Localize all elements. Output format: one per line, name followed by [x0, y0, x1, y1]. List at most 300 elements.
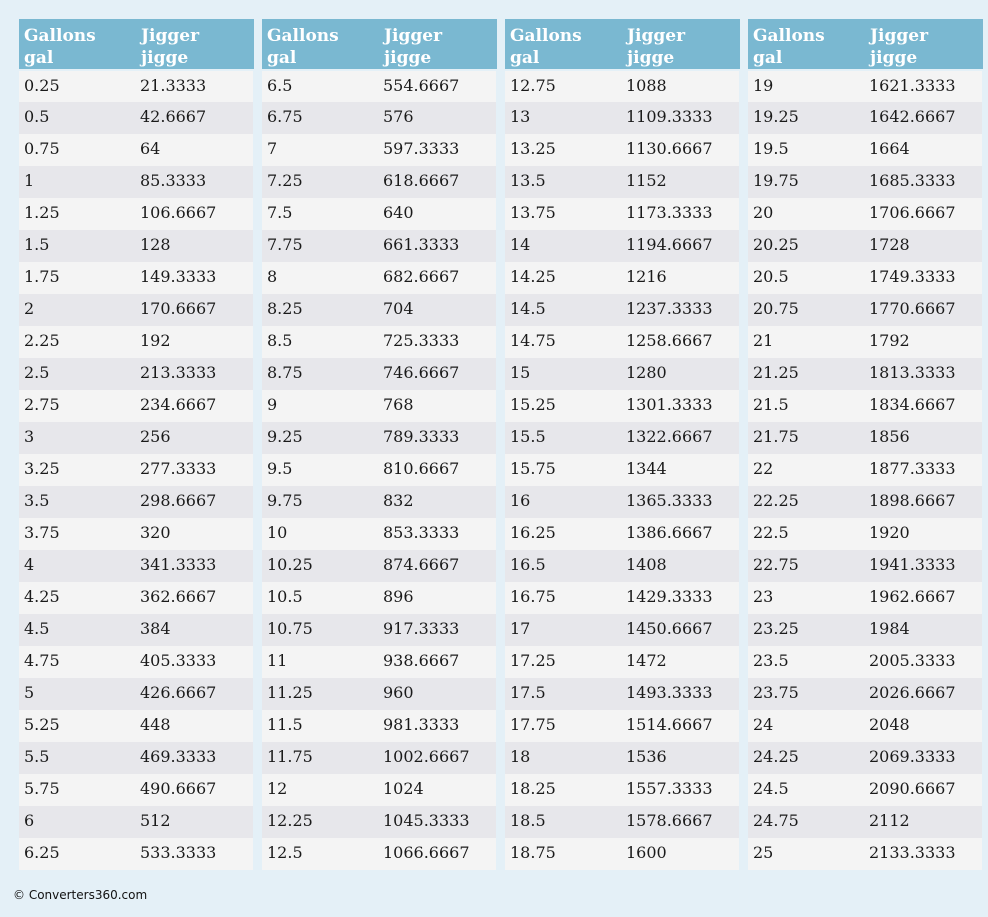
table-body: [19, 70, 253, 870]
table-row: [262, 70, 496, 102]
table-row: [262, 198, 496, 230]
table-row: [505, 102, 739, 134]
table-row: [262, 134, 496, 166]
table-row: [262, 550, 496, 582]
table-row: [19, 710, 253, 742]
table-row: [262, 422, 496, 454]
gallons-cell: 6: [19, 806, 135, 838]
table-body: [748, 70, 982, 870]
jigger-cell: 896: [378, 582, 496, 614]
jigger-cell: 2090.6667: [864, 774, 982, 806]
gallons-cell: 2: [19, 294, 135, 326]
table-row: [748, 230, 982, 262]
jigger-cell: 1920: [864, 518, 982, 550]
jigger-cell: 1685.3333: [864, 166, 982, 198]
gallons-cell: 15: [505, 358, 621, 390]
table-row: [262, 742, 496, 774]
gallons-cell: 16.75: [505, 582, 621, 614]
jigger-cell: 234.6667: [135, 390, 253, 422]
table-row: [19, 358, 253, 390]
jigger-cell: 1066.6667: [378, 838, 496, 870]
jigger-cell: 853.3333: [378, 518, 496, 550]
jigger-cell: 362.6667: [135, 582, 253, 614]
table-row: [505, 646, 739, 678]
jigger-cell: 106.6667: [135, 198, 253, 230]
gallons-cell: 0.75: [19, 134, 135, 166]
table-row: [748, 198, 982, 230]
gallons-cell: 11.25: [262, 678, 378, 710]
jigger-cell: 1834.6667: [864, 390, 982, 422]
jigger-cell: 576: [378, 102, 496, 134]
table-row: [748, 166, 982, 198]
jigger-cell: 1408: [621, 550, 739, 582]
jigger-cell: 1429.3333: [621, 582, 739, 614]
table-row: [748, 326, 982, 358]
table-row: [505, 390, 739, 422]
table-row: [19, 262, 253, 294]
table-row: [505, 742, 739, 774]
gallons-cell: 7: [262, 134, 378, 166]
table-row: [262, 838, 496, 870]
table-row: [19, 198, 253, 230]
gallons-cell: 12: [262, 774, 378, 806]
gallons-cell: 19.5: [748, 134, 864, 166]
jigger-cell: 1984: [864, 614, 982, 646]
table-row: [262, 326, 496, 358]
table-row: [19, 774, 253, 806]
gallons-cell: 21.25: [748, 358, 864, 390]
table-row: [505, 710, 739, 742]
gallons-cell: 20.75: [748, 294, 864, 326]
jigger-cell: 320: [135, 518, 253, 550]
gallons-cell: 22: [748, 454, 864, 486]
copyright-footer: © Converters360.com: [13, 888, 148, 902]
gallons-cell: 3.5: [19, 486, 135, 518]
jigger-cell: 1600: [621, 838, 739, 870]
jigger-cell: 1493.3333: [621, 678, 739, 710]
jigger-cell: 1536: [621, 742, 739, 774]
table-row: [19, 166, 253, 198]
jigger-cell: 1280: [621, 358, 739, 390]
table-row: [19, 294, 253, 326]
table-row: [748, 134, 982, 166]
jigger-cell: 1024: [378, 774, 496, 806]
gallons-cell: 10.75: [262, 614, 378, 646]
table-row: [748, 102, 982, 134]
jigger-cell: 960: [378, 678, 496, 710]
jigger-cell: 1344: [621, 454, 739, 486]
table-row: [748, 550, 982, 582]
conversion-tables: [19, 19, 983, 875]
jigger-cell: 2133.3333: [864, 838, 982, 870]
gallons-cell: 1.5: [19, 230, 135, 262]
gallons-cell: 23.75: [748, 678, 864, 710]
jigger-cell: 1322.6667: [621, 422, 739, 454]
gallons-cell: 23: [748, 582, 864, 614]
jigger-cell: 1962.6667: [864, 582, 982, 614]
table-row: [505, 678, 739, 710]
gallons-cell: 20: [748, 198, 864, 230]
jigger-cell: 192: [135, 326, 253, 358]
table-row: [505, 70, 739, 102]
gallons-cell: 9: [262, 390, 378, 422]
jigger-cell: 512: [135, 806, 253, 838]
table-row: [262, 262, 496, 294]
gallons-cell: 20.5: [748, 262, 864, 294]
table-row: [505, 614, 739, 646]
jigger-cell: 1813.3333: [864, 358, 982, 390]
table-row: [748, 582, 982, 614]
header-gallons: Gallons gal: [19, 19, 135, 70]
table-row: [19, 550, 253, 582]
jigger-cell: 874.6667: [378, 550, 496, 582]
table-row: [748, 422, 982, 454]
table-row: [19, 806, 253, 838]
jigger-cell: 85.3333: [135, 166, 253, 198]
gallons-cell: 22.5: [748, 518, 864, 550]
table-row: [748, 838, 982, 870]
gallons-cell: 16: [505, 486, 621, 518]
jigger-cell: 1194.6667: [621, 230, 739, 262]
jigger-cell: 170.6667: [135, 294, 253, 326]
jigger-cell: 1386.6667: [621, 518, 739, 550]
jigger-cell: 661.3333: [378, 230, 496, 262]
gallons-cell: 17: [505, 614, 621, 646]
gallons-cell: 24.75: [748, 806, 864, 838]
table-body: [505, 70, 739, 870]
gallons-cell: 1.75: [19, 262, 135, 294]
gallons-cell: 17.5: [505, 678, 621, 710]
table-row: [748, 806, 982, 838]
jigger-cell: 1749.3333: [864, 262, 982, 294]
table-row: [262, 646, 496, 678]
jigger-cell: 1173.3333: [621, 198, 739, 230]
conversion-table-3: [505, 19, 740, 870]
header-row: [19, 19, 253, 70]
gallons-cell: 13.5: [505, 166, 621, 198]
gallons-cell: 24.25: [748, 742, 864, 774]
table-row: [748, 518, 982, 550]
jigger-cell: 1301.3333: [621, 390, 739, 422]
table-row: [262, 358, 496, 390]
gallons-cell: 15.75: [505, 454, 621, 486]
table-row: [262, 166, 496, 198]
header-jigger: Jigger jigge: [621, 19, 739, 70]
table-row: [262, 518, 496, 550]
table-row: [748, 262, 982, 294]
jigger-cell: 640: [378, 198, 496, 230]
gallons-cell: 16.5: [505, 550, 621, 582]
gallons-cell: 3.25: [19, 454, 135, 486]
gallons-cell: 14.25: [505, 262, 621, 294]
jigger-cell: 1664: [864, 134, 982, 166]
gallons-cell: 17.25: [505, 646, 621, 678]
jigger-cell: 469.3333: [135, 742, 253, 774]
gallons-cell: 3: [19, 422, 135, 454]
table-row: [748, 774, 982, 806]
jigger-cell: 21.3333: [135, 70, 253, 102]
gallons-cell: 17.75: [505, 710, 621, 742]
jigger-cell: 1152: [621, 166, 739, 198]
gallons-cell: 19.75: [748, 166, 864, 198]
gallons-cell: 13: [505, 102, 621, 134]
table-row: [262, 230, 496, 262]
jigger-cell: 1578.6667: [621, 806, 739, 838]
gallons-cell: 8.75: [262, 358, 378, 390]
gallons-cell: 2.5: [19, 358, 135, 390]
jigger-cell: 1472: [621, 646, 739, 678]
table-row: [262, 454, 496, 486]
table-row: [262, 774, 496, 806]
jigger-cell: 704: [378, 294, 496, 326]
gallons-cell: 0.25: [19, 70, 135, 102]
gallons-cell: 14: [505, 230, 621, 262]
gallons-cell: 23.25: [748, 614, 864, 646]
header-gallons: Gallons gal: [748, 19, 864, 70]
jigger-cell: 1365.3333: [621, 486, 739, 518]
jigger-cell: 2048: [864, 710, 982, 742]
jigger-cell: 832: [378, 486, 496, 518]
table-row: [19, 70, 253, 102]
table-body: [262, 70, 496, 870]
gallons-cell: 8: [262, 262, 378, 294]
jigger-cell: 1216: [621, 262, 739, 294]
table-row: [19, 230, 253, 262]
gallons-cell: 15.5: [505, 422, 621, 454]
gallons-cell: 7.75: [262, 230, 378, 262]
table-row: [505, 358, 739, 390]
gallons-cell: 1: [19, 166, 135, 198]
gallons-cell: 22.75: [748, 550, 864, 582]
table-row: [505, 838, 739, 870]
jigger-cell: 405.3333: [135, 646, 253, 678]
table-row: [262, 294, 496, 326]
jigger-cell: 554.6667: [378, 70, 496, 102]
table-row: [748, 678, 982, 710]
jigger-cell: 1045.3333: [378, 806, 496, 838]
table-row: [748, 294, 982, 326]
gallons-cell: 18: [505, 742, 621, 774]
gallons-cell: 2.25: [19, 326, 135, 358]
jigger-cell: 597.3333: [378, 134, 496, 166]
table-row: [19, 646, 253, 678]
gallons-cell: 14.75: [505, 326, 621, 358]
table-row: [19, 582, 253, 614]
gallons-cell: 6.25: [19, 838, 135, 870]
jigger-cell: 1898.6667: [864, 486, 982, 518]
jigger-cell: 917.3333: [378, 614, 496, 646]
gallons-cell: 10.5: [262, 582, 378, 614]
gallons-cell: 15.25: [505, 390, 621, 422]
gallons-cell: 10: [262, 518, 378, 550]
gallons-cell: 10.25: [262, 550, 378, 582]
jigger-cell: 1002.6667: [378, 742, 496, 774]
conversion-table-1: [19, 19, 254, 870]
jigger-cell: 682.6667: [378, 262, 496, 294]
jigger-cell: 1088: [621, 70, 739, 102]
gallons-cell: 20.25: [748, 230, 864, 262]
table-row: [19, 390, 253, 422]
table-row: [505, 550, 739, 582]
jigger-cell: 746.6667: [378, 358, 496, 390]
gallons-cell: 13.75: [505, 198, 621, 230]
table-row: [748, 742, 982, 774]
table-row: [748, 358, 982, 390]
table-row: [505, 806, 739, 838]
gallons-cell: 21.5: [748, 390, 864, 422]
jigger-cell: 149.3333: [135, 262, 253, 294]
table-row: [19, 678, 253, 710]
gallons-cell: 18.75: [505, 838, 621, 870]
table-row: [505, 518, 739, 550]
header-gallons: Gallons gal: [262, 19, 378, 70]
jigger-cell: 128: [135, 230, 253, 262]
table-row: [505, 134, 739, 166]
table-row: [19, 422, 253, 454]
table-row: [262, 390, 496, 422]
table-row: [505, 486, 739, 518]
gallons-cell: 12.5: [262, 838, 378, 870]
jigger-cell: 1258.6667: [621, 326, 739, 358]
header-jigger: Jigger jigge: [135, 19, 253, 70]
table-row: [505, 454, 739, 486]
gallons-cell: 3.75: [19, 518, 135, 550]
jigger-cell: 533.3333: [135, 838, 253, 870]
gallons-cell: 11.75: [262, 742, 378, 774]
gallons-cell: 24.5: [748, 774, 864, 806]
table-row: [19, 454, 253, 486]
gallons-cell: 16.25: [505, 518, 621, 550]
table-row: [505, 774, 739, 806]
gallons-cell: 19: [748, 70, 864, 102]
table-row: [748, 390, 982, 422]
gallons-cell: 5.5: [19, 742, 135, 774]
table-row: [505, 166, 739, 198]
conversion-table-4: [748, 19, 983, 870]
header-jigger: Jigger jigge: [378, 19, 496, 70]
table-row: [19, 742, 253, 774]
jigger-cell: 448: [135, 710, 253, 742]
gallons-cell: 8.25: [262, 294, 378, 326]
gallons-cell: 5: [19, 678, 135, 710]
jigger-cell: 1450.6667: [621, 614, 739, 646]
gallons-cell: 9.75: [262, 486, 378, 518]
jigger-cell: 64: [135, 134, 253, 166]
gallons-cell: 8.5: [262, 326, 378, 358]
table-row: [748, 614, 982, 646]
jigger-cell: 1728: [864, 230, 982, 262]
conversion-table-2: [262, 19, 497, 870]
gallons-cell: 7.25: [262, 166, 378, 198]
gallons-cell: 11: [262, 646, 378, 678]
table-row: [748, 70, 982, 102]
jigger-cell: 341.3333: [135, 550, 253, 582]
jigger-cell: 1514.6667: [621, 710, 739, 742]
header-gallons: Gallons gal: [505, 19, 621, 70]
gallons-cell: 6.5: [262, 70, 378, 102]
jigger-cell: 1130.6667: [621, 134, 739, 166]
gallons-cell: 21.75: [748, 422, 864, 454]
jigger-cell: 42.6667: [135, 102, 253, 134]
table-row: [19, 518, 253, 550]
jigger-cell: 1706.6667: [864, 198, 982, 230]
gallons-cell: 21: [748, 326, 864, 358]
table-row: [262, 806, 496, 838]
table-row: [505, 230, 739, 262]
gallons-cell: 1.25: [19, 198, 135, 230]
jigger-cell: 1109.3333: [621, 102, 739, 134]
gallons-cell: 18.25: [505, 774, 621, 806]
gallons-cell: 12.75: [505, 70, 621, 102]
gallons-cell: 14.5: [505, 294, 621, 326]
jigger-cell: 426.6667: [135, 678, 253, 710]
table-row: [748, 454, 982, 486]
table-row: [505, 262, 739, 294]
gallons-cell: 22.25: [748, 486, 864, 518]
gallons-cell: 9.5: [262, 454, 378, 486]
table-row: [262, 486, 496, 518]
jigger-cell: 1557.3333: [621, 774, 739, 806]
jigger-cell: 1237.3333: [621, 294, 739, 326]
jigger-cell: 789.3333: [378, 422, 496, 454]
jigger-cell: 1770.6667: [864, 294, 982, 326]
jigger-cell: 1941.3333: [864, 550, 982, 582]
gallons-cell: 12.25: [262, 806, 378, 838]
table-row: [19, 102, 253, 134]
table-row: [505, 582, 739, 614]
gallons-cell: 0.5: [19, 102, 135, 134]
header-row: [505, 19, 739, 70]
gallons-cell: 4.75: [19, 646, 135, 678]
jigger-cell: 1792: [864, 326, 982, 358]
gallons-cell: 4: [19, 550, 135, 582]
table-row: [262, 710, 496, 742]
jigger-cell: 2005.3333: [864, 646, 982, 678]
gallons-cell: 18.5: [505, 806, 621, 838]
jigger-cell: 490.6667: [135, 774, 253, 806]
gallons-cell: 9.25: [262, 422, 378, 454]
table-row: [748, 486, 982, 518]
jigger-cell: 810.6667: [378, 454, 496, 486]
jigger-cell: 1621.3333: [864, 70, 982, 102]
jigger-cell: 725.3333: [378, 326, 496, 358]
header-row: [262, 19, 496, 70]
jigger-cell: 1642.6667: [864, 102, 982, 134]
jigger-cell: 298.6667: [135, 486, 253, 518]
table-row: [262, 678, 496, 710]
jigger-cell: 213.3333: [135, 358, 253, 390]
table-row: [262, 614, 496, 646]
gallons-cell: 11.5: [262, 710, 378, 742]
table-row: [505, 198, 739, 230]
table-row: [505, 294, 739, 326]
gallons-cell: 6.75: [262, 102, 378, 134]
table-row: [748, 710, 982, 742]
gallons-cell: 23.5: [748, 646, 864, 678]
gallons-cell: 4.25: [19, 582, 135, 614]
jigger-cell: 981.3333: [378, 710, 496, 742]
table-row: [19, 326, 253, 358]
gallons-cell: 19.25: [748, 102, 864, 134]
jigger-cell: 384: [135, 614, 253, 646]
jigger-cell: 938.6667: [378, 646, 496, 678]
table-row: [262, 102, 496, 134]
table-row: [19, 838, 253, 870]
table-row: [19, 134, 253, 166]
header-row: [748, 19, 982, 70]
jigger-cell: 768: [378, 390, 496, 422]
gallons-cell: 5.75: [19, 774, 135, 806]
